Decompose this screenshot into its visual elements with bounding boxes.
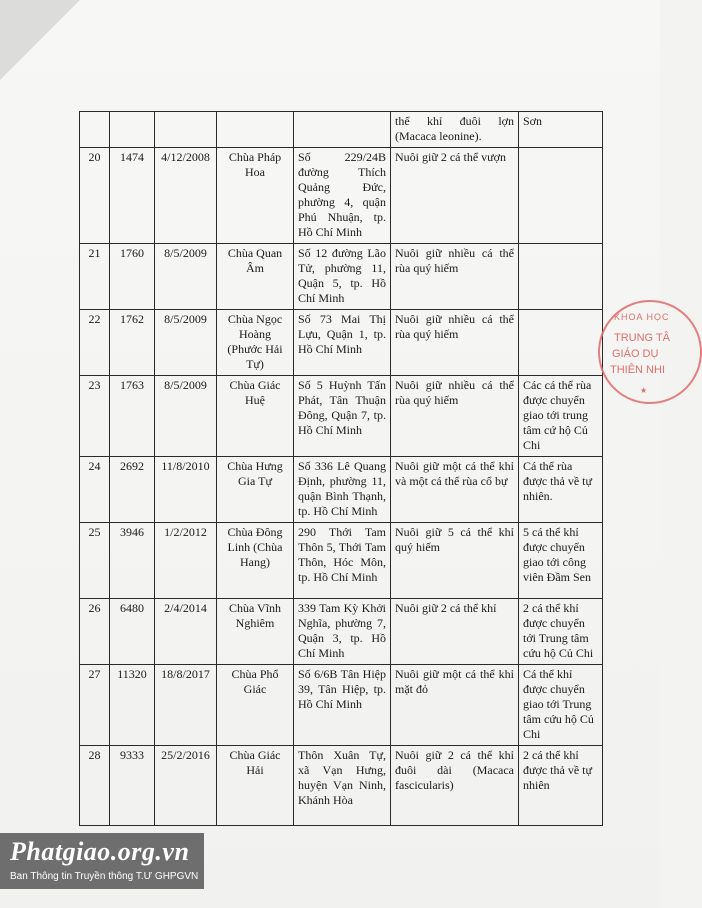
action-taken-cell: Cá thể rùa được thả về tự nhiên.	[519, 457, 603, 523]
temple-name-cell: Chùa Quan Âm	[217, 244, 294, 310]
row-number-cell: 25	[80, 523, 110, 599]
animal-description-cell: Nuôi giữ nhiều cá thể rùa quý hiếm	[391, 310, 519, 376]
temple-address-cell: Số 6/6B Tân Hiệp 39, Tân Hiệp, tp. Hồ Chí Minh	[294, 665, 391, 746]
folded-corner	[0, 0, 80, 80]
temple-address-cell: Số 5 Huỳnh Tấn Phát, Tân Thuận Đông, Quận 7, tp. Hồ Chí Minh	[294, 376, 391, 457]
document-number-cell: 3946	[110, 523, 155, 599]
document-number-cell: 1763	[110, 376, 155, 457]
action-taken-cell	[519, 148, 603, 244]
animal-description-cell: thể khỉ đuôi lợn (Macaca leonine).	[391, 112, 519, 148]
document-date-cell: 8/5/2009	[155, 376, 217, 457]
table-row	[80, 376, 603, 457]
animal-description-cell: Nuôi giữ 5 cá thể khỉ quý hiếm	[391, 523, 519, 599]
document-date-cell: 11/8/2010	[155, 457, 217, 523]
temple-address-cell: Số 229/24B đường Thích Quảng Đức, phường 4, quận Phú Nhuận, tp. Hồ Chí Minh	[294, 148, 391, 244]
document-number-cell: 2692	[110, 457, 155, 523]
document-date-cell	[155, 112, 217, 148]
document-date-cell: 4/12/2008	[155, 148, 217, 244]
document-date-cell: 1/2/2012	[155, 523, 217, 599]
action-taken-cell	[519, 310, 603, 376]
temple-name-cell: Chùa Vĩnh Nghiêm	[217, 599, 294, 665]
action-taken-cell	[519, 244, 603, 310]
stamp-ring-text: KHOA HỌC	[614, 312, 670, 322]
animal-description-cell: Nuôi giữ 2 cá thể vượn	[391, 148, 519, 244]
temple-name-cell: Chùa Hưng Gia Tự	[217, 457, 294, 523]
temple-name-cell: Chùa Giác Hải	[217, 746, 294, 826]
document-date-cell: 8/5/2009	[155, 310, 217, 376]
animal-description-cell: Nuôi giữ nhiều cá thể rùa quý hiếm	[391, 376, 519, 457]
document-date-cell: 8/5/2009	[155, 244, 217, 310]
action-taken-cell: Cá thể khỉ được chuyển giao tới Trung tâm cứu hộ Củ Chi	[519, 665, 603, 746]
row-number-cell: 21	[80, 244, 110, 310]
temple-name-cell: Chùa Pháp Hoa	[217, 148, 294, 244]
table-row	[80, 523, 603, 599]
action-taken-cell: Các cá thể rùa được chuyển giao tới trung tâm cứ hộ Củ Chi	[519, 376, 603, 457]
action-taken-cell: 5 cá thể khỉ được chuyển giao tới công viên Đầm Sen	[519, 523, 603, 599]
animal-description-cell: Nuôi giữ nhiều cá thể rùa quý hiếm	[391, 244, 519, 310]
stamp-line-1: TRUNG TÂ	[614, 332, 671, 344]
document-date-cell: 25/2/2016	[155, 746, 217, 826]
stamp-line-3: THIÊN NHI	[610, 364, 665, 376]
stamp-line-2: GIÁO DỤ	[612, 348, 659, 360]
table-row	[80, 457, 603, 523]
document-number-cell: 1760	[110, 244, 155, 310]
red-seal-stamp	[598, 300, 702, 404]
animal-description-cell: Nuôi giữ một cá thể khỉ và một cá thể rùa cổ bự	[391, 457, 519, 523]
row-number-cell: 27	[80, 665, 110, 746]
temple-name-cell: Chùa Đông Linh (Chùa Hang)	[217, 523, 294, 599]
document-number-cell: 1762	[110, 310, 155, 376]
document-number-cell: 1474	[110, 148, 155, 244]
watermark-banner	[0, 833, 204, 889]
temple-name-cell: Chùa Giác Huệ	[217, 376, 294, 457]
animal-description-cell: Nuôi giữ một cá thể khỉ mặt đỏ	[391, 665, 519, 746]
site-subtitle: Ban Thông tin Truyền thông T.Ư GHPGVN	[10, 871, 199, 882]
document-number-cell: 9333	[110, 746, 155, 826]
temple-name-cell: Chùa Phổ Giác	[217, 665, 294, 746]
row-number-cell: 20	[80, 148, 110, 244]
table-row	[80, 746, 603, 826]
temple-address-cell: 339 Tam Kỳ Khởi Nghĩa, phường 7, Quận 3, tp. Hồ Chí Minh	[294, 599, 391, 665]
temple-address-cell: Số 73 Mai Thị Lựu, Quận 1, tp. Hồ Chí Minh	[294, 310, 391, 376]
row-number-cell: 28	[80, 746, 110, 826]
action-taken-cell: 2 cá thể khỉ được chuyển tới Trung tâm cứu hộ Củ Chi	[519, 599, 603, 665]
site-logo-text: Phatgiao.org.vn	[10, 837, 190, 866]
table-row	[80, 148, 603, 244]
table-row	[80, 112, 603, 148]
document-number-cell: 6480	[110, 599, 155, 665]
action-taken-cell: 2 cá thể khỉ được thả về tự nhiên	[519, 746, 603, 826]
document-number-cell: 11320	[110, 665, 155, 746]
row-number-cell: 22	[80, 310, 110, 376]
temple-address-cell	[294, 112, 391, 148]
table-row	[80, 665, 603, 746]
row-number-cell	[80, 112, 110, 148]
document-number-cell	[110, 112, 155, 148]
document-date-cell: 18/8/2017	[155, 665, 217, 746]
table-row	[80, 310, 603, 376]
row-number-cell: 26	[80, 599, 110, 665]
temple-name-cell	[217, 112, 294, 148]
table-row	[80, 244, 603, 310]
row-number-cell: 24	[80, 457, 110, 523]
table-body	[80, 112, 603, 826]
stamp-star-icon: ★	[640, 386, 648, 395]
temple-name-cell: Chùa Ngọc Hoàng (Phước Hải Tự)	[217, 310, 294, 376]
table-row	[80, 599, 603, 665]
animal-description-cell: Nuôi giữ 2 cá thể khỉ	[391, 599, 519, 665]
animal-description-cell: Nuôi giữ 2 cá thể khỉ đuôi dài (Macaca fascicularis)	[391, 746, 519, 826]
temple-address-cell: 290 Thới Tam Thôn 5, Thới Tam Thôn, Hóc Môn, tp. Hồ Chí Minh	[294, 523, 391, 599]
row-number-cell: 23	[80, 376, 110, 457]
temple-address-cell: Số 12 đường Lão Tử, phường 11, Quận 5, tp. Hồ Chí Minh	[294, 244, 391, 310]
temple-address-cell: Số 336 Lê Quang Định, phường 11, quận Bình Thạnh, tp. Hồ Chí Minh	[294, 457, 391, 523]
action-taken-cell: Sơn	[519, 112, 603, 148]
temple-address-cell: Thôn Xuân Tự, xã Vạn Hưng, huyện Vạn Ninh, Khánh Hòa	[294, 746, 391, 826]
document-date-cell: 2/4/2014	[155, 599, 217, 665]
temple-wildlife-table	[79, 111, 603, 826]
